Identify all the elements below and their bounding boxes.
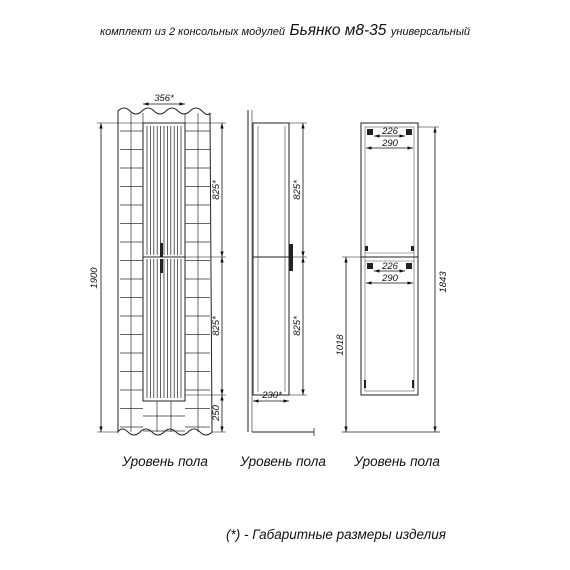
bracket-upper-right <box>406 129 412 135</box>
back-mount-height-dim: 1018 <box>335 334 346 356</box>
front-width-dim: 356* <box>154 93 174 104</box>
side-depth-dim: 230* <box>262 390 282 401</box>
header-model: Бьянко м8-35 <box>289 22 387 39</box>
back-floor-label: Уровень пола <box>354 454 440 469</box>
front-floor-label: Уровень пола <box>122 454 208 469</box>
front-view <box>89 93 226 469</box>
side-upper-dim: 825* <box>292 180 303 200</box>
side-handle <box>289 244 293 271</box>
back-upper-inner-dim: 226 <box>382 126 398 137</box>
side-floor-label: Уровень пола <box>240 454 326 469</box>
front-height-dim: 1900 <box>89 267 100 289</box>
bracket-lower-right <box>406 263 412 269</box>
header-prefix: комплект из 2 консольных модулей <box>99 26 286 38</box>
upper-handle <box>160 243 163 257</box>
side-lower-dim: 825* <box>292 316 303 336</box>
side-cabinet-upper <box>253 123 289 257</box>
front-upper-dim: 825* <box>211 180 222 200</box>
back-lower-outer-dim: 290 <box>382 273 398 284</box>
back-panel <box>361 123 418 395</box>
front-lower-dim: 825* <box>211 316 222 336</box>
back-upper-outer-dim: 290 <box>382 138 398 149</box>
back-lower-inner-dim: 226 <box>382 261 398 272</box>
back-total-height-dim: 1843 <box>438 271 449 293</box>
header-suffix: универсальный <box>390 26 471 38</box>
front-gap-dim: 250 <box>211 405 222 421</box>
footnote: (*) - Габаритные размеры изделия <box>226 527 446 542</box>
bracket-upper-left <box>367 129 373 135</box>
back-view <box>335 123 449 469</box>
bracket-lower-left <box>367 263 373 269</box>
side-view <box>239 110 326 469</box>
side-cabinet-lower <box>253 257 289 395</box>
lower-handle <box>160 259 163 273</box>
